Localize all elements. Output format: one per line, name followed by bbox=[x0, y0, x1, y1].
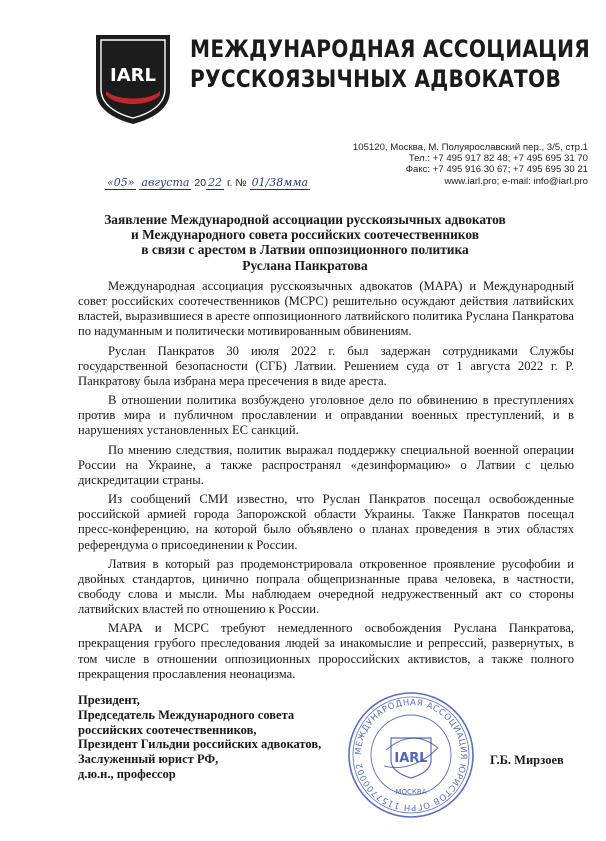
org-title-line1: МЕЖДУНАРОДНАЯ АССОЦИАЦИЯ bbox=[190, 35, 591, 63]
seal-city: МОСКВА bbox=[395, 788, 427, 796]
document-number: 01/38мма bbox=[251, 176, 309, 189]
body-paragraph: По мнению следствия, политик выражал поддержку специальной военной операции России на Украине, а также распространял «дезинформацию» о Латвии с целью дискредитации страны. bbox=[78, 442, 574, 487]
date-day: «05» bbox=[107, 176, 135, 189]
statement-heading bbox=[60, 212, 550, 273]
date-year-label: г. bbox=[226, 177, 233, 189]
statement-body bbox=[78, 279, 574, 686]
signatory-titles bbox=[78, 693, 321, 782]
logo-text: IARL bbox=[110, 65, 156, 86]
contact-web: www.iarl.pro; e-mail: info@iarl.pro bbox=[444, 175, 588, 187]
iarl-logo bbox=[92, 29, 174, 125]
seal-ring-text: МЕЖДУНАРОДНАЯ АССОЦИАЦИЯ ЮРИСТОВ ОГРН 1157700002 bbox=[353, 697, 469, 813]
body-paragraph: Из сообщений СМИ известно, что Руслан Панкратов посещал освобожденные российской армией города Запорожской области Украины. Также Панкратов посещал пресс-конференцию, на которой было объявлено о планах проведения в этих областях референдума о присоединении к России. bbox=[78, 492, 574, 552]
signatory-name: Г.Б. Мирзоев bbox=[490, 753, 564, 767]
heading-line: в связи с арестом в Латвии оппозиционного политика bbox=[141, 242, 469, 258]
body-paragraph: МАРА и МСРС требуют немедленного освобождения Руслана Панкратова, прекращения грубого преследования людей за инакомыслие и репрессий, развернутых, в том числе в отношении оппозиционных пророссийских активистов, а также полного прекращения прославления неонацизма. bbox=[78, 621, 574, 681]
body-paragraph: В отношении политика возбуждено уголовное дело по обвинению в преступлениях против мира и публичном прославлении и оправдании военных преступлений, и в нарушениях установленных ЕС санкций. bbox=[78, 393, 574, 438]
signatory-title-line: Председатель Международного совета bbox=[78, 707, 295, 722]
contact-address: 105120, Москва, М. Полуярославский пер., 3/5, стр.1 bbox=[352, 142, 588, 153]
org-title bbox=[190, 34, 591, 94]
date-year-suffix: 22 bbox=[208, 176, 223, 189]
body-paragraph: Латвия в который раз продемонстрировала откровенное проявление русофобии и двойных стандартов, цинично попрала общепризнанные права человека, в частности, свободу слова и мысли. Мы наблюдаем очередной недружественный акт со стороны латвийских властей по отношению к России. bbox=[78, 556, 574, 617]
contact-block bbox=[353, 142, 588, 187]
body-paragraph: Международная ассоциация русскоязычных адвокатов (МАРА) и Международный совет российских соотечественников (МСРС) решительно осуждают действия латвийских властей, выразившиеся в аресте оппозиционного латвийского политика Руслана Панкратова по надуманным и политически мотивированным обвинениям. bbox=[78, 279, 574, 339]
official-seal bbox=[346, 690, 476, 820]
date-year-prefix: 20 bbox=[194, 177, 207, 189]
signatory-title-line: Президент, bbox=[78, 693, 140, 707]
signatory-title-line: Заслуженный юрист РФ, bbox=[78, 752, 219, 767]
signatory-title-line: российских соотечественников, bbox=[78, 722, 257, 737]
seal-center-text: IARL bbox=[394, 751, 428, 766]
signatory-title-line: д.ю.н., профессор bbox=[78, 766, 176, 781]
date-month: августа bbox=[141, 176, 190, 189]
contact-fax: Факс: +7 495 916 30 67; +7 495 695 30 21 bbox=[405, 164, 588, 176]
org-title-line2: РУССКОЯЗЫЧНЫХ АДВОКАТОВ bbox=[190, 65, 562, 93]
body-paragraph: Руслан Панкратов 30 июля 2022 г. был задержан сотрудниками Службы государственной безопасности (СГБ) Латвии. Решением суда от 1 августа 2022 г. Р. Панкратову была избрана мера пресечения в виде ареста. bbox=[78, 343, 574, 388]
number-label: № bbox=[235, 177, 247, 189]
contact-tel: Тел.: +7 495 917 82 48; +7 495 695 31 70 bbox=[408, 153, 588, 165]
heading-line: Заявление Международной ассоциации русскоязычных адвокатов bbox=[104, 212, 506, 227]
signatory-title-line: Президент Гильдии российских адвокатов, bbox=[78, 737, 322, 752]
date-number-line bbox=[105, 176, 310, 190]
heading-line: и Международного совета российских соотечественников bbox=[131, 227, 479, 243]
heading-line: Руслана Панкратова bbox=[242, 257, 368, 273]
